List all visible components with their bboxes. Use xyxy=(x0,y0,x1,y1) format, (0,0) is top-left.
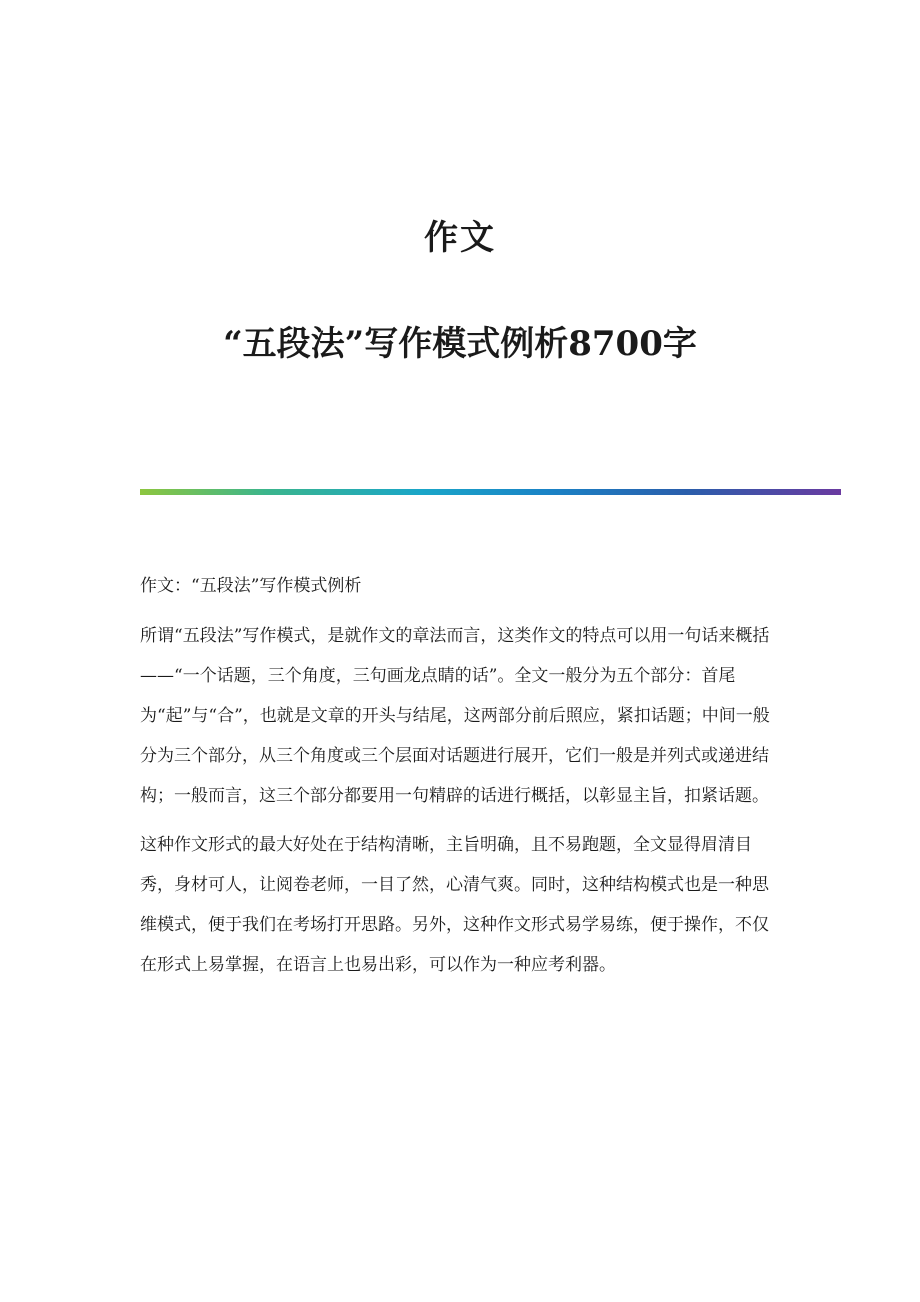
body-paragraph-1: 所谓“五段法”写作模式，是就作文的章法而言，这类作文的特点可以用一句话来概括——“一个话题，三个角度，三句画龙点睛的话”。全文一般分为五个部分：首尾为“起”与“合”，也就是文章的开头与结尾，这两部分前后照应，紧扣话题；中间一般分为三个部分，从三个角度或三个层面对话题进行展开，它们一般是并列式或递进结构；一般而言，这三个部分都要用一句精辟的话进行概括，以彰显主旨，扣紧话题。 xyxy=(140,626,770,806)
section-heading: 作文：“五段法”写作模式例析 xyxy=(140,576,362,596)
body-paragraph-2: 这种作文形式的最大好处在于结构清晰，主旨明确，且不易跑题，全文显得眉清目秀，身材可人，让阅卷老师，一目了然，心清气爽。同时，这种结构模式也是一种思维模式，便于我们在考场打开思路。另外，这种作文形式易学易练，便于操作，不仅在形式上易掌握，在语言上也易出彩，可以作为一种应考利器。 xyxy=(140,835,769,975)
gradient-divider xyxy=(140,489,841,495)
document-body xyxy=(140,566,780,994)
document-subtitle: “五段法”写作模式例析8700字 xyxy=(223,324,697,364)
document-title: 作文 xyxy=(424,218,496,258)
